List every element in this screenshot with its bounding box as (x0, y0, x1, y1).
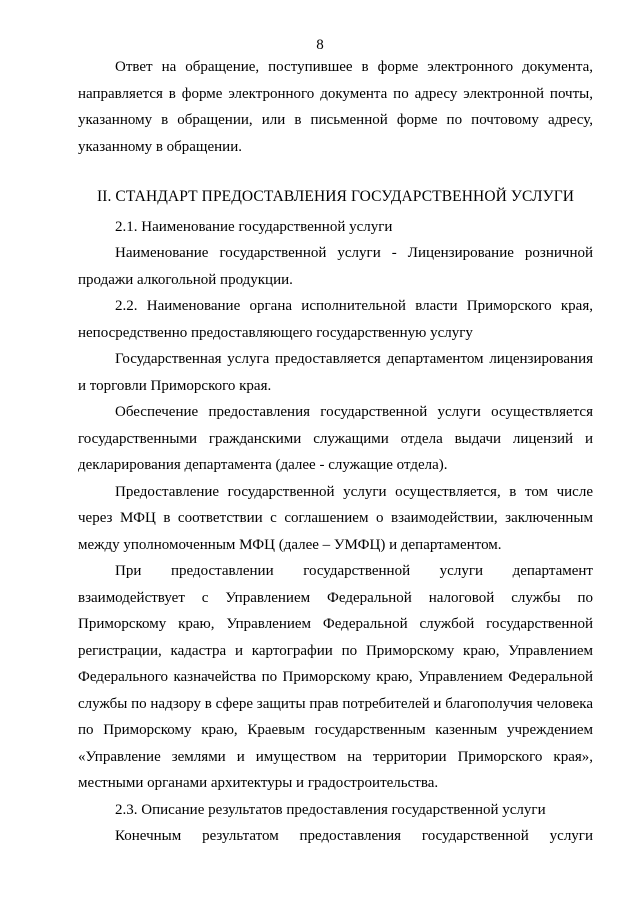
paragraph-mfc-provision: Предоставление государственной услуги осуществляется, в том числе через МФЦ в соответствии с соглашением о взаимодействии, заключенным между уполномоченным МФЦ (далее – УМФЦ) и департаментом. (78, 483, 593, 553)
subsection-2-2-title: 2.2. Наименование органа исполнительной власти Приморского края, непосредственно предоставляющего государственную услугу (78, 298, 593, 341)
paragraph-reply-to-appeal: Ответ на обращение, поступившее в форме электронного документа, направляется в форме электронного документа по адресу электронной почты, указанному в обращении, или в письменной форме по почтовому адресу, указанному в обращении. (78, 59, 593, 155)
page-number: 8 (316, 37, 324, 53)
paragraph-providing-department: Государственная услуга предоставляется департаментом лицензирования и торговли Приморского края. (78, 351, 593, 394)
subsection-2-1-title: 2.1. Наименование государственной услуги (115, 218, 393, 235)
paragraph-service-name: Наименование государственной услуги - Лицензирование розничной продажи алкогольной продукции. (78, 245, 593, 288)
paragraph-final-result: Конечным результатом предоставления государственной услуги (115, 828, 593, 844)
document-body (78, 54, 593, 850)
section-heading: II. СТАНДАРТ ПРЕДОСТАВЛЕНИЯ ГОСУДАРСТВЕННОЙ УСЛУГИ (96, 188, 575, 205)
paragraph-service-employees: Обеспечение предоставления государственной услуги осуществляется государственными гражданскими служащими отдела выдачи лицензий и декларирования департамента (далее - служащие отдела). (78, 404, 593, 473)
subsection-2-3-title: 2.3. Описание результатов предоставления государственной услуги (115, 801, 546, 818)
paragraph-interaction-agencies: При предоставлении государственной услуги департамент взаимодействует с Управлением Федеральной налоговой службы по Приморскому краю, Управлением Федеральной службой государственной регистрации, кадастра и картографии по Приморскому краю, Управлением Федерального казначейства по Приморскому краю, Управлением Федеральной службы по надзору в сфере защиты прав потребителей и благополучия человека по Приморскому краю, Краевым государственным казенным учреждением «Управление землями и имуществом на территории Приморского края», местными органами архитектуры и градостроительства. (78, 563, 593, 791)
